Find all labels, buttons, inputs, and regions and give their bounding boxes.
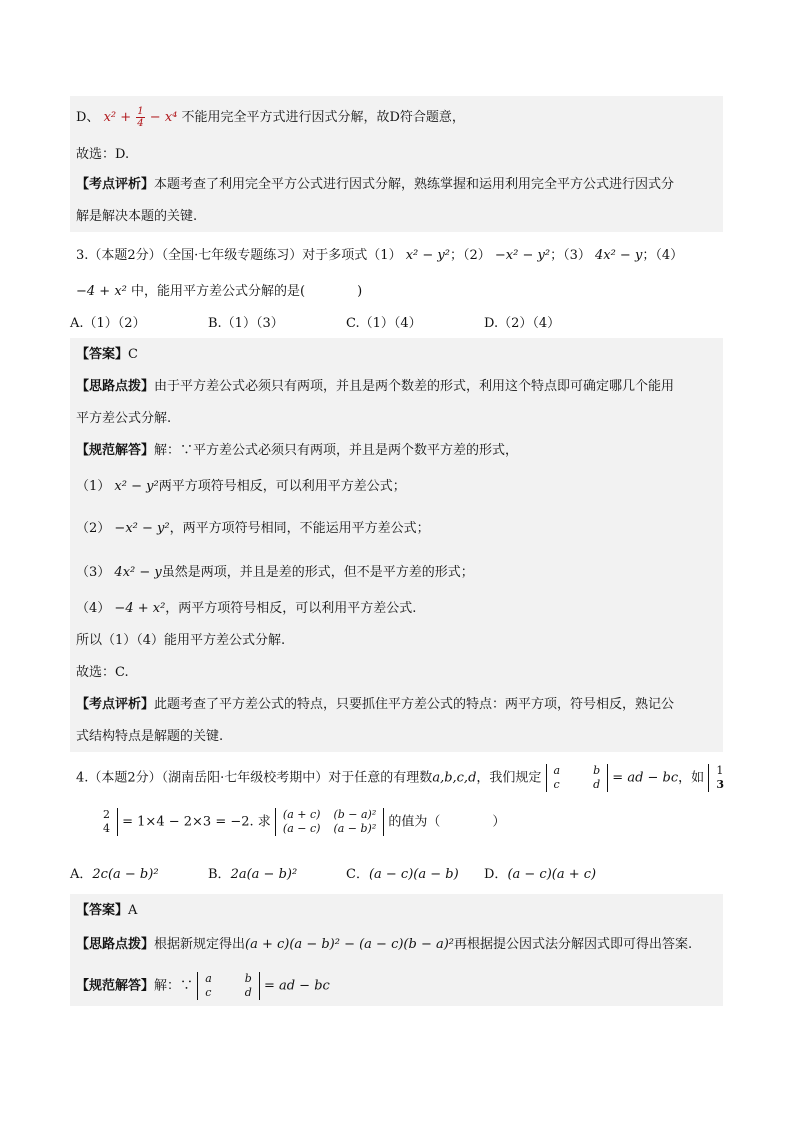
q3-option-d[interactable]: D.（2）（4） xyxy=(484,316,561,331)
q4-opt-d-label: D． xyxy=(484,867,508,882)
q4-head2: ，我们规定 xyxy=(476,770,542,786)
q3-solution-intro xyxy=(76,442,518,460)
q3-item1-text: 两平方项符号相反，可以利用平方差公式； xyxy=(158,479,406,494)
q3-item3-expr: 4x² − y xyxy=(114,565,162,580)
q4-head3: ，如 xyxy=(678,770,705,786)
q3-item3-text: 虽然是两项，并且是差的形式，但不是平方差的形式； xyxy=(161,565,474,580)
q4-stem-line1 xyxy=(76,764,731,792)
q4-example-determinant-right xyxy=(96,808,118,836)
q3-poly2: −x² − y² xyxy=(494,248,551,263)
q3-sep3: ；（3） xyxy=(550,248,591,263)
q3-poly4: −4 + x² xyxy=(76,284,127,299)
q3-poly1: x² − y² xyxy=(405,248,450,263)
because-symbol: ∵ xyxy=(180,443,194,458)
q3-option-a[interactable]: A.（1）（2） xyxy=(70,316,146,331)
q4-option-c[interactable] xyxy=(346,866,459,884)
q3-sep2: ；（2） xyxy=(449,248,491,263)
d-fraction xyxy=(136,106,144,129)
q3-item-2 xyxy=(76,520,430,538)
q4-sol-label: 【规范解答】 xyxy=(76,978,155,994)
sol-det-b: b xyxy=(244,972,252,985)
d-frac-num: 1 xyxy=(137,106,144,117)
q3-item3-idx: （3） xyxy=(76,565,111,580)
q4-option-d[interactable] xyxy=(484,866,596,884)
q4-hint-pre: 根据新规定得出 xyxy=(154,937,246,952)
sol-det-d: d xyxy=(244,986,252,999)
ex-b: 2 xyxy=(103,808,110,821)
q4-head: 4.（本题2分）（湖南岳阳·七年级校考期中）对于任意的有理数 xyxy=(76,770,433,786)
det-d: d xyxy=(593,778,601,791)
m22: (a − b)² xyxy=(333,822,377,835)
q4-example-determinant-left xyxy=(708,764,731,792)
q3-hint-text: 由于平方差公式必须只有两项，并且是两个数差的形式，利用这个特点即可确定哪几个能用 xyxy=(154,379,675,394)
prev-review-line2: 解是解决本题的关键. xyxy=(76,209,198,224)
q3-item4-text: ，两平方项符号相反，可以利用平方差公式. xyxy=(165,601,417,616)
q3-sol-label: 【规范解答】 xyxy=(76,443,155,458)
q3-stem-line2 xyxy=(76,283,362,301)
q4-opt-b-expr: 2a(a − b)² xyxy=(230,867,298,882)
q4-opt-d-expr: (a − c)(a + c) xyxy=(507,867,597,882)
q3-item-3 xyxy=(76,564,474,582)
q3-item2-text: ，两平方项符号相同，不能运用平方差公式； xyxy=(169,521,430,536)
sol-det-a: a xyxy=(205,972,212,985)
q4-ask: . 求 xyxy=(249,814,271,830)
q3-stem-tail: 中，能用平方差公式分解的是( ) xyxy=(126,284,363,299)
prev-solution-block xyxy=(70,96,723,232)
q3-stem-line1 xyxy=(76,247,683,265)
d-expr-part-a: x² + xyxy=(103,110,136,125)
q3-item4-expr: −4 + x² xyxy=(114,601,166,616)
option-d-prefix: D、 xyxy=(76,110,100,125)
q4-answer-label: 【答案】 xyxy=(76,903,129,918)
q3-review-line1 xyxy=(76,696,674,714)
q3-head: 3.（本题2分）（全国·七年级专题练习）对于多项式（1） xyxy=(76,248,402,263)
because-symbol: ∵ xyxy=(180,978,194,994)
q4-hint-expr: (a + c)(a − b)² − (a − c)(b − a)² xyxy=(245,937,455,952)
prev-review-line1 xyxy=(76,176,674,194)
prev-review-text: 本题考查了利用完全平方公式进行因式分解，熟练掌握和运用利用完全平方公式进行因式分 xyxy=(154,177,675,192)
m12: (b − a)² xyxy=(333,808,377,821)
q3-sep4: ；（4） xyxy=(642,248,684,263)
d-frac-den: 4 xyxy=(137,118,144,129)
prev-choice: 故选：D. xyxy=(76,147,130,162)
q4-solution-block xyxy=(70,894,723,1006)
q3-item2-expr: −x² − y² xyxy=(114,521,170,536)
q4-vars: a,b,c,d xyxy=(432,770,477,786)
q3-choice: 故选：C. xyxy=(76,665,129,680)
q3-item-1 xyxy=(76,478,406,496)
q4-opt-c-label: C． xyxy=(346,867,369,882)
q4-opt-a-label: A． xyxy=(70,867,93,882)
q4-ask-tail: 的值为（ ） xyxy=(388,814,506,830)
q3-item2-idx: （2） xyxy=(76,521,111,536)
option-d-analysis xyxy=(76,106,465,129)
q4-example-rhs: = 1×4 − 2×3 = −2 xyxy=(122,814,250,830)
prev-review-label: 【考点评析】 xyxy=(76,177,155,192)
q3-solution-block xyxy=(70,338,723,752)
m11: (a + c) xyxy=(282,808,321,821)
m21: (a − c) xyxy=(282,822,321,835)
q4-answer-value: A xyxy=(128,903,138,918)
q4-opt-c-expr: (a − c)(a − b) xyxy=(368,867,459,882)
d-expression xyxy=(103,106,178,129)
q3-option-c[interactable]: C.（1）（4） xyxy=(346,316,422,331)
det-b: b xyxy=(593,764,601,777)
q4-option-a[interactable] xyxy=(70,866,159,884)
q4-def-determinant xyxy=(546,764,609,792)
ex-c: 3 xyxy=(716,778,724,791)
q3-answer-value: C xyxy=(128,347,138,362)
q3-item1-expr: x² − y² xyxy=(114,479,159,494)
q3-sol-text: 平方差公式必须只有两项，并且是两个数平方差的形式， xyxy=(193,443,519,458)
q3-hint-line2: 平方差公式分解. xyxy=(76,411,172,426)
q4-sol-determinant xyxy=(197,972,260,1000)
q4-def-rhs: = ad − bc xyxy=(612,770,679,786)
det-a: a xyxy=(553,764,561,777)
q4-hint-post: 再根据提公因式法分解因式即可得出答案. xyxy=(454,937,693,952)
q4-target-determinant xyxy=(275,808,384,836)
q4-opt-a-expr: 2c(a − b)² xyxy=(92,867,159,882)
q4-answer xyxy=(76,902,137,920)
q3-review-line2: 式结构特点是解题的关键. xyxy=(76,729,224,744)
d-text: 不能用完全平方式进行因式分解，故D符合题意， xyxy=(181,110,465,125)
d-expr-part-b: − x⁴ xyxy=(145,110,178,125)
q3-sol-intro: 解： xyxy=(154,443,181,458)
ex-a: 1 xyxy=(716,764,724,777)
q3-item-4 xyxy=(76,600,416,618)
q3-poly3: 4x² − y xyxy=(594,248,643,263)
q3-item4-idx: （4） xyxy=(76,601,111,616)
q3-review-text: 此题考查了平方差公式的特点，只要抓住平方差公式的特点：两平方项，符号相反，熟记公 xyxy=(154,697,675,712)
q3-conclusion: 所以（1）（4）能用平方差公式分解. xyxy=(76,633,286,648)
q3-option-b[interactable]: B.（1）（3） xyxy=(208,316,284,331)
q4-hint-label: 【思路点拨】 xyxy=(76,937,155,952)
q3-review-label: 【考点评析】 xyxy=(76,697,155,712)
q3-hint-label: 【思路点拨】 xyxy=(76,379,155,394)
q4-sol-intro: 解： xyxy=(154,978,181,994)
q4-option-b[interactable] xyxy=(208,866,297,884)
q4-hint xyxy=(76,936,692,954)
sol-det-c: c xyxy=(205,986,212,999)
q4-solution xyxy=(76,972,330,1000)
q3-hint-line1 xyxy=(76,378,674,396)
ex-d: 4 xyxy=(103,822,110,835)
q3-answer-label: 【答案】 xyxy=(76,347,129,362)
q4-sol-rhs: = ad − bc xyxy=(263,978,330,994)
q4-opt-b-label: B． xyxy=(208,867,231,882)
det-c: c xyxy=(553,778,560,791)
q3-item1-idx: （1） xyxy=(76,479,111,494)
q3-answer xyxy=(76,346,138,364)
q4-stem-line2 xyxy=(96,808,505,836)
